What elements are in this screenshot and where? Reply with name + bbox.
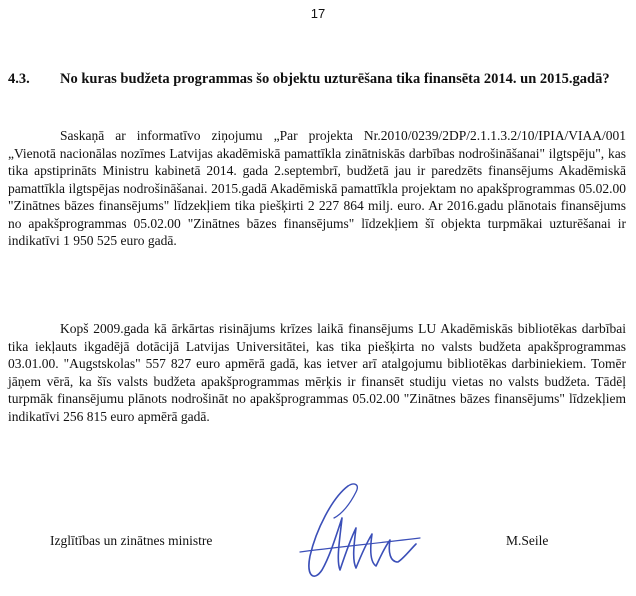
section-title: No kuras budžeta programmas šo objektu uzturēšana tika finansēta 2014. un 2015.gadā? [60, 71, 610, 87]
paragraph-text: Kopš 2009.gada kā ārkārtas risinājums krīzes laikā finansējums LU Akadēmiskās bibliotēkas darbībai tika iekļauts ikgadējā dotācijā Latvijas Universitātei, kas tika piešķirta no valsts budžeta apakšprogrammas 03.01.00. "Augstskolas" 557 827 euro apmērā gadā, kas ietver arī atalgojumu bibliotēkas darbiniekiem. Tomēr jāņem vērā, ka šīs valsts budžeta apakšprogrammas mērķis ir finansēt studiju vietas no valsts budžeta. Tādēļ turpmāk finansējumu plānots nodrošināt no apakšprogrammas 05.02.00 "Zinātnes bāzes finansējums" līdzekļiem indikatīvi 256 815 euro apmērā gadā. [8, 321, 626, 424]
paragraph-library-funding [8, 320, 626, 425]
signer-title: Izglītības un zinātnes ministre [50, 533, 213, 548]
signer-name: M.Seile [506, 533, 549, 548]
page-number: 17 [310, 6, 326, 21]
paragraph-funding-report [8, 127, 626, 250]
section-number: 4.3. [8, 71, 30, 87]
section-heading [8, 70, 628, 89]
signature-block [0, 478, 636, 596]
paragraph-text: Saskaņā ar informatīvo ziņojumu „Par projekta Nr.2010/0239/2DP/2.1.1.3.2/10/IPIA/VIAA/001 „Vienotā nacionālas nozīmes Latvijas akadēmiskā pamattīkla zinātniskās darbības nodrošināšanai" ilgtspēju", kas tika apstiprināts Ministru kabinetā 2014. gada 2.septembrī, budžetā jau ir paredzēts finansējums Akadēmiskā pamattīkla ilgtspējas nodrošināšanai. 2015.gadā Akadēmiskā pamattīkla projektam no apakšprogrammas 05.02.00 "Zinātnes bāzes finansējums" līdzekļiem tika piešķirti 2 227 864 milj. euro. Ar 2016.gadu plānotais finansējums no apakšprogrammas 05.02.00 "Zinātnes bāzes finansējums" līdzekļiem šī objekta turpmākai uzturēšanai ir indikatīvi 1 950 525 euro gadā. [8, 128, 626, 248]
handwritten-signature [280, 478, 430, 590]
